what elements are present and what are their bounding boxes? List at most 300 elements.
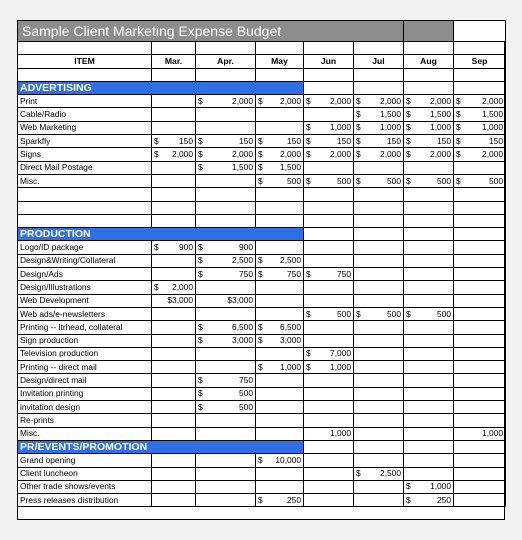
amount-cell (256, 161, 304, 174)
amount-cell (304, 135, 354, 148)
amount-value: 150 (489, 135, 503, 146)
currency-symbol: $ (356, 122, 361, 133)
empty-cell (404, 228, 454, 241)
currency-symbol: $ (198, 95, 203, 106)
table-row (18, 135, 506, 148)
amount-cell (354, 135, 404, 148)
amount-cell (196, 281, 256, 294)
amount-cell (404, 214, 454, 227)
amount-value: 2,000 (280, 95, 301, 106)
currency-symbol: $ (406, 135, 411, 146)
amount-cell (152, 268, 196, 281)
currency-symbol: $ (154, 135, 159, 146)
header-row (18, 55, 506, 68)
currency-symbol: $ (258, 162, 263, 173)
table-row (18, 294, 506, 307)
amount-cell (196, 148, 256, 161)
currency-symbol: $ (258, 361, 263, 372)
table-row (18, 214, 506, 227)
amount-cell (256, 387, 304, 400)
table-row (18, 321, 506, 334)
section-header-row (18, 440, 506, 453)
amount-cell (454, 95, 506, 108)
amount-value: 1,000 (380, 122, 401, 133)
amount-value: 3,000 (280, 335, 301, 346)
amount-cell (404, 480, 454, 493)
currency-symbol: $ (258, 255, 263, 266)
table-row (18, 281, 506, 294)
amount-value: 1,500 (232, 162, 253, 173)
amount-cell (304, 361, 354, 374)
amount-value: 6,500 (232, 321, 253, 332)
table-row (18, 387, 506, 400)
amount-cell (404, 361, 454, 374)
amount-cell (256, 241, 304, 254)
amount-cell (354, 347, 404, 360)
amount-cell (152, 188, 196, 201)
table-row (18, 361, 506, 374)
amount-cell (152, 241, 196, 254)
amount-value: 2,500 (380, 468, 401, 479)
currency-symbol: $ (198, 149, 203, 160)
amount-cell (256, 121, 304, 134)
currency-symbol: $ (456, 135, 461, 146)
section-title: PR/EVENTS/PROMOTION (18, 440, 304, 453)
empty-cell (304, 81, 354, 94)
amount-cell (152, 387, 196, 400)
amount-cell (304, 161, 354, 174)
amount-cell (404, 454, 454, 467)
amount-value: $3,000 (167, 295, 193, 306)
table-row (18, 201, 506, 214)
amount-cell (354, 467, 404, 480)
currency-symbol: $ (356, 135, 361, 146)
amount-cell (454, 174, 506, 187)
amount-cell (354, 121, 404, 134)
section-header-row (18, 228, 506, 241)
currency-symbol: $ (306, 95, 311, 106)
currency-symbol: $ (406, 494, 411, 505)
amount-cell (256, 347, 304, 360)
amount-cell (404, 254, 454, 267)
amount-cell (256, 361, 304, 374)
amount-cell (196, 95, 256, 108)
table-row (18, 454, 506, 467)
currency-symbol: $ (198, 268, 203, 279)
currency-symbol: $ (154, 281, 159, 292)
amount-cell (304, 374, 354, 387)
amount-cell (304, 148, 354, 161)
amount-cell (454, 347, 506, 360)
table-row (18, 254, 506, 267)
amount-cell (404, 307, 454, 320)
amount-cell (304, 427, 354, 440)
amount-value: 2,000 (380, 95, 401, 106)
amount-cell (152, 201, 196, 214)
column-header-may: May (256, 55, 304, 68)
amount-cell (152, 307, 196, 320)
currency-symbol: $ (198, 242, 203, 253)
amount-cell (354, 95, 404, 108)
amount-value: 10,000 (275, 454, 301, 465)
amount-cell (354, 414, 404, 427)
amount-cell (354, 427, 404, 440)
blank-row (18, 42, 506, 55)
currency-symbol: $ (258, 321, 263, 332)
amount-value: 3,000 (232, 335, 253, 346)
column-header-apr: Apr. (196, 55, 256, 68)
title-row (18, 21, 506, 42)
amount-cell (354, 334, 404, 347)
amount-cell (454, 414, 506, 427)
amount-cell (196, 268, 256, 281)
table-row (18, 161, 506, 174)
amount-cell (196, 294, 256, 307)
amount-cell (152, 254, 196, 267)
item-label: Client luncheon (18, 467, 152, 480)
currency-symbol: $ (456, 109, 461, 120)
item-label: Signs (18, 148, 152, 161)
table-row (18, 494, 506, 507)
currency-symbol: $ (198, 321, 203, 332)
amount-cell (196, 401, 256, 414)
currency-symbol: $ (198, 375, 203, 386)
amount-value: 2,000 (482, 149, 503, 160)
currency-symbol: $ (198, 388, 203, 399)
item-label: Grand opening (18, 454, 152, 467)
amount-cell (256, 214, 304, 227)
table-row (18, 480, 506, 493)
amount-cell (454, 108, 506, 121)
currency-symbol: $ (406, 175, 411, 186)
amount-value: $3,000 (227, 295, 253, 306)
amount-cell (196, 414, 256, 427)
section-header-row (18, 81, 506, 94)
amount-cell (454, 374, 506, 387)
amount-cell (256, 281, 304, 294)
item-label: Misc. (18, 174, 152, 187)
amount-value: 900 (179, 242, 193, 253)
empty-cell (354, 81, 404, 94)
amount-cell (152, 174, 196, 187)
amount-value: 150 (437, 135, 451, 146)
amount-cell (454, 361, 506, 374)
amount-cell (304, 454, 354, 467)
amount-cell (304, 294, 354, 307)
amount-cell (354, 254, 404, 267)
amount-cell (404, 268, 454, 281)
amount-cell (152, 494, 196, 507)
currency-symbol: $ (456, 122, 461, 133)
amount-cell (404, 494, 454, 507)
amount-cell (454, 334, 506, 347)
amount-cell (304, 121, 354, 134)
currency-symbol: $ (258, 175, 263, 186)
column-header-jun: Jun (304, 55, 354, 68)
amount-cell (196, 214, 256, 227)
amount-cell (256, 494, 304, 507)
amount-cell (256, 148, 304, 161)
amount-cell (256, 307, 304, 320)
amount-value: 500 (437, 308, 451, 319)
amount-cell (152, 135, 196, 148)
item-label: Press releases distribution (18, 494, 152, 507)
table-row (18, 401, 506, 414)
table-row (18, 174, 506, 187)
amount-value: 2,000 (232, 95, 253, 106)
currency-symbol: $ (258, 268, 263, 279)
amount-cell (304, 254, 354, 267)
currency-symbol: $ (306, 122, 311, 133)
amount-cell (152, 95, 196, 108)
amount-cell (256, 467, 304, 480)
column-header-sep: Sep (454, 55, 506, 68)
amount-cell (256, 374, 304, 387)
currency-symbol: $ (198, 335, 203, 346)
empty-cell (454, 440, 506, 453)
amount-value: 500 (387, 308, 401, 319)
amount-cell (256, 321, 304, 334)
amount-value: 250 (437, 494, 451, 505)
amount-value: 250 (287, 494, 301, 505)
amount-cell (152, 108, 196, 121)
table-row (18, 95, 506, 108)
item-label: Television production (18, 347, 152, 360)
item-label: Re-prints (18, 414, 152, 427)
amount-cell (256, 427, 304, 440)
amount-cell (304, 494, 354, 507)
amount-cell (454, 161, 506, 174)
amount-cell (454, 268, 506, 281)
amount-cell (152, 347, 196, 360)
amount-cell (454, 454, 506, 467)
currency-symbol: $ (198, 401, 203, 412)
amount-cell (196, 121, 256, 134)
empty-cell (404, 440, 454, 453)
amount-cell (152, 427, 196, 440)
amount-cell (196, 174, 256, 187)
amount-value: 750 (337, 268, 351, 279)
amount-cell (256, 334, 304, 347)
amount-cell (304, 334, 354, 347)
currency-symbol: $ (406, 308, 411, 319)
amount-value: 150 (239, 135, 253, 146)
currency-symbol: $ (306, 348, 311, 359)
table-row (18, 121, 506, 134)
amount-cell (404, 241, 454, 254)
amount-cell (404, 387, 454, 400)
title-filler-cell (404, 21, 454, 42)
amount-cell (304, 480, 354, 493)
amount-value: 7,000 (330, 348, 351, 359)
amount-cell (152, 161, 196, 174)
currency-symbol: $ (406, 481, 411, 492)
amount-cell (454, 307, 506, 320)
amount-cell (152, 281, 196, 294)
currency-symbol: $ (356, 95, 361, 106)
amount-value: 2,000 (330, 149, 351, 160)
amount-value: 150 (387, 135, 401, 146)
amount-cell (196, 427, 256, 440)
amount-cell (304, 188, 354, 201)
table-row (18, 427, 506, 440)
item-label: Print (18, 95, 152, 108)
amount-cell (196, 307, 256, 320)
amount-cell (354, 387, 404, 400)
item-label: Sparkfly (18, 135, 152, 148)
amount-value: 1,000 (330, 122, 351, 133)
amount-cell (152, 361, 196, 374)
amount-cell (354, 108, 404, 121)
amount-cell (304, 201, 354, 214)
amount-cell (354, 294, 404, 307)
table-row (18, 347, 506, 360)
amount-cell (404, 135, 454, 148)
amount-cell (454, 241, 506, 254)
table-row (18, 108, 506, 121)
currency-symbol: $ (306, 308, 311, 319)
budget-table-body (18, 21, 506, 507)
item-label (18, 201, 152, 214)
amount-value: 500 (287, 175, 301, 186)
amount-cell (256, 174, 304, 187)
amount-cell (454, 480, 506, 493)
empty-cell (304, 228, 354, 241)
amount-cell (152, 467, 196, 480)
currency-symbol: $ (456, 95, 461, 106)
amount-cell (404, 294, 454, 307)
item-label (18, 214, 152, 227)
amount-value: 500 (337, 175, 351, 186)
amount-cell (152, 414, 196, 427)
amount-value: 500 (337, 308, 351, 319)
amount-cell (256, 201, 304, 214)
amount-cell (196, 480, 256, 493)
currency-symbol: $ (154, 242, 159, 253)
currency-symbol: $ (258, 454, 263, 465)
table-row (18, 148, 506, 161)
amount-cell (196, 334, 256, 347)
empty-cell (454, 228, 506, 241)
amount-cell (404, 201, 454, 214)
amount-cell (304, 321, 354, 334)
amount-cell (152, 294, 196, 307)
amount-value: 500 (489, 175, 503, 186)
amount-value: 2,000 (232, 149, 253, 160)
amount-cell (354, 494, 404, 507)
amount-value: 1,000 (482, 122, 503, 133)
amount-value: 1,000 (330, 361, 351, 372)
currency-symbol: $ (356, 175, 361, 186)
amount-value: 2,000 (330, 95, 351, 106)
table-row (18, 467, 506, 480)
amount-value: 500 (239, 388, 253, 399)
amount-cell (256, 95, 304, 108)
amount-cell (404, 174, 454, 187)
amount-cell (454, 427, 506, 440)
amount-value: 2,500 (232, 255, 253, 266)
amount-cell (354, 480, 404, 493)
item-label: Direct Mail Postage (18, 161, 152, 174)
amount-cell (454, 387, 506, 400)
amount-cell (404, 347, 454, 360)
table-row (18, 334, 506, 347)
amount-cell (256, 414, 304, 427)
item-label: Web ads/e-newsletters (18, 307, 152, 320)
amount-cell (404, 281, 454, 294)
currency-symbol: $ (306, 175, 311, 186)
amount-cell (152, 121, 196, 134)
column-header-jul: Jul (354, 55, 404, 68)
item-label: Misc. (18, 427, 152, 440)
amount-cell (304, 108, 354, 121)
amount-value: 500 (239, 401, 253, 412)
amount-value: 1,500 (482, 109, 503, 120)
amount-cell (196, 161, 256, 174)
amount-cell (404, 427, 454, 440)
item-label (18, 188, 152, 201)
amount-cell (404, 121, 454, 134)
currency-symbol: $ (258, 335, 263, 346)
amount-value: 150 (337, 135, 351, 146)
amount-cell (454, 214, 506, 227)
amount-cell (196, 387, 256, 400)
amount-cell (256, 294, 304, 307)
item-label: Web Development (18, 294, 152, 307)
section-title: PRODUCTION (18, 228, 304, 241)
currency-symbol: $ (306, 361, 311, 372)
amount-cell (256, 108, 304, 121)
amount-cell (196, 467, 256, 480)
item-label: Logo/ID package (18, 241, 152, 254)
amount-value: 1,500 (280, 162, 301, 173)
amount-cell (196, 321, 256, 334)
amount-cell (454, 121, 506, 134)
amount-cell (404, 467, 454, 480)
amount-cell (152, 401, 196, 414)
amount-cell (454, 294, 506, 307)
empty-cell (404, 81, 454, 94)
amount-cell (196, 108, 256, 121)
amount-cell (354, 201, 404, 214)
amount-value: 750 (287, 268, 301, 279)
amount-cell (404, 401, 454, 414)
amount-cell (354, 214, 404, 227)
amount-cell (152, 321, 196, 334)
item-label: Printing -- direct mail (18, 361, 152, 374)
amount-cell (152, 480, 196, 493)
amount-cell (196, 254, 256, 267)
amount-cell (454, 135, 506, 148)
amount-value: 6,500 (280, 321, 301, 332)
amount-cell (196, 361, 256, 374)
currency-symbol: $ (306, 268, 311, 279)
amount-value: 1,500 (430, 109, 451, 120)
currency-symbol: $ (406, 95, 411, 106)
amount-cell (196, 494, 256, 507)
title-empty-cell (454, 21, 506, 42)
amount-cell (454, 254, 506, 267)
amount-value: 150 (287, 135, 301, 146)
amount-cell (196, 135, 256, 148)
currency-symbol: $ (258, 95, 263, 106)
currency-symbol: $ (356, 149, 361, 160)
currency-symbol: $ (306, 149, 311, 160)
currency-symbol: $ (258, 135, 263, 146)
currency-symbol: $ (154, 149, 159, 160)
amount-value: 1,500 (380, 109, 401, 120)
amount-cell (256, 188, 304, 201)
